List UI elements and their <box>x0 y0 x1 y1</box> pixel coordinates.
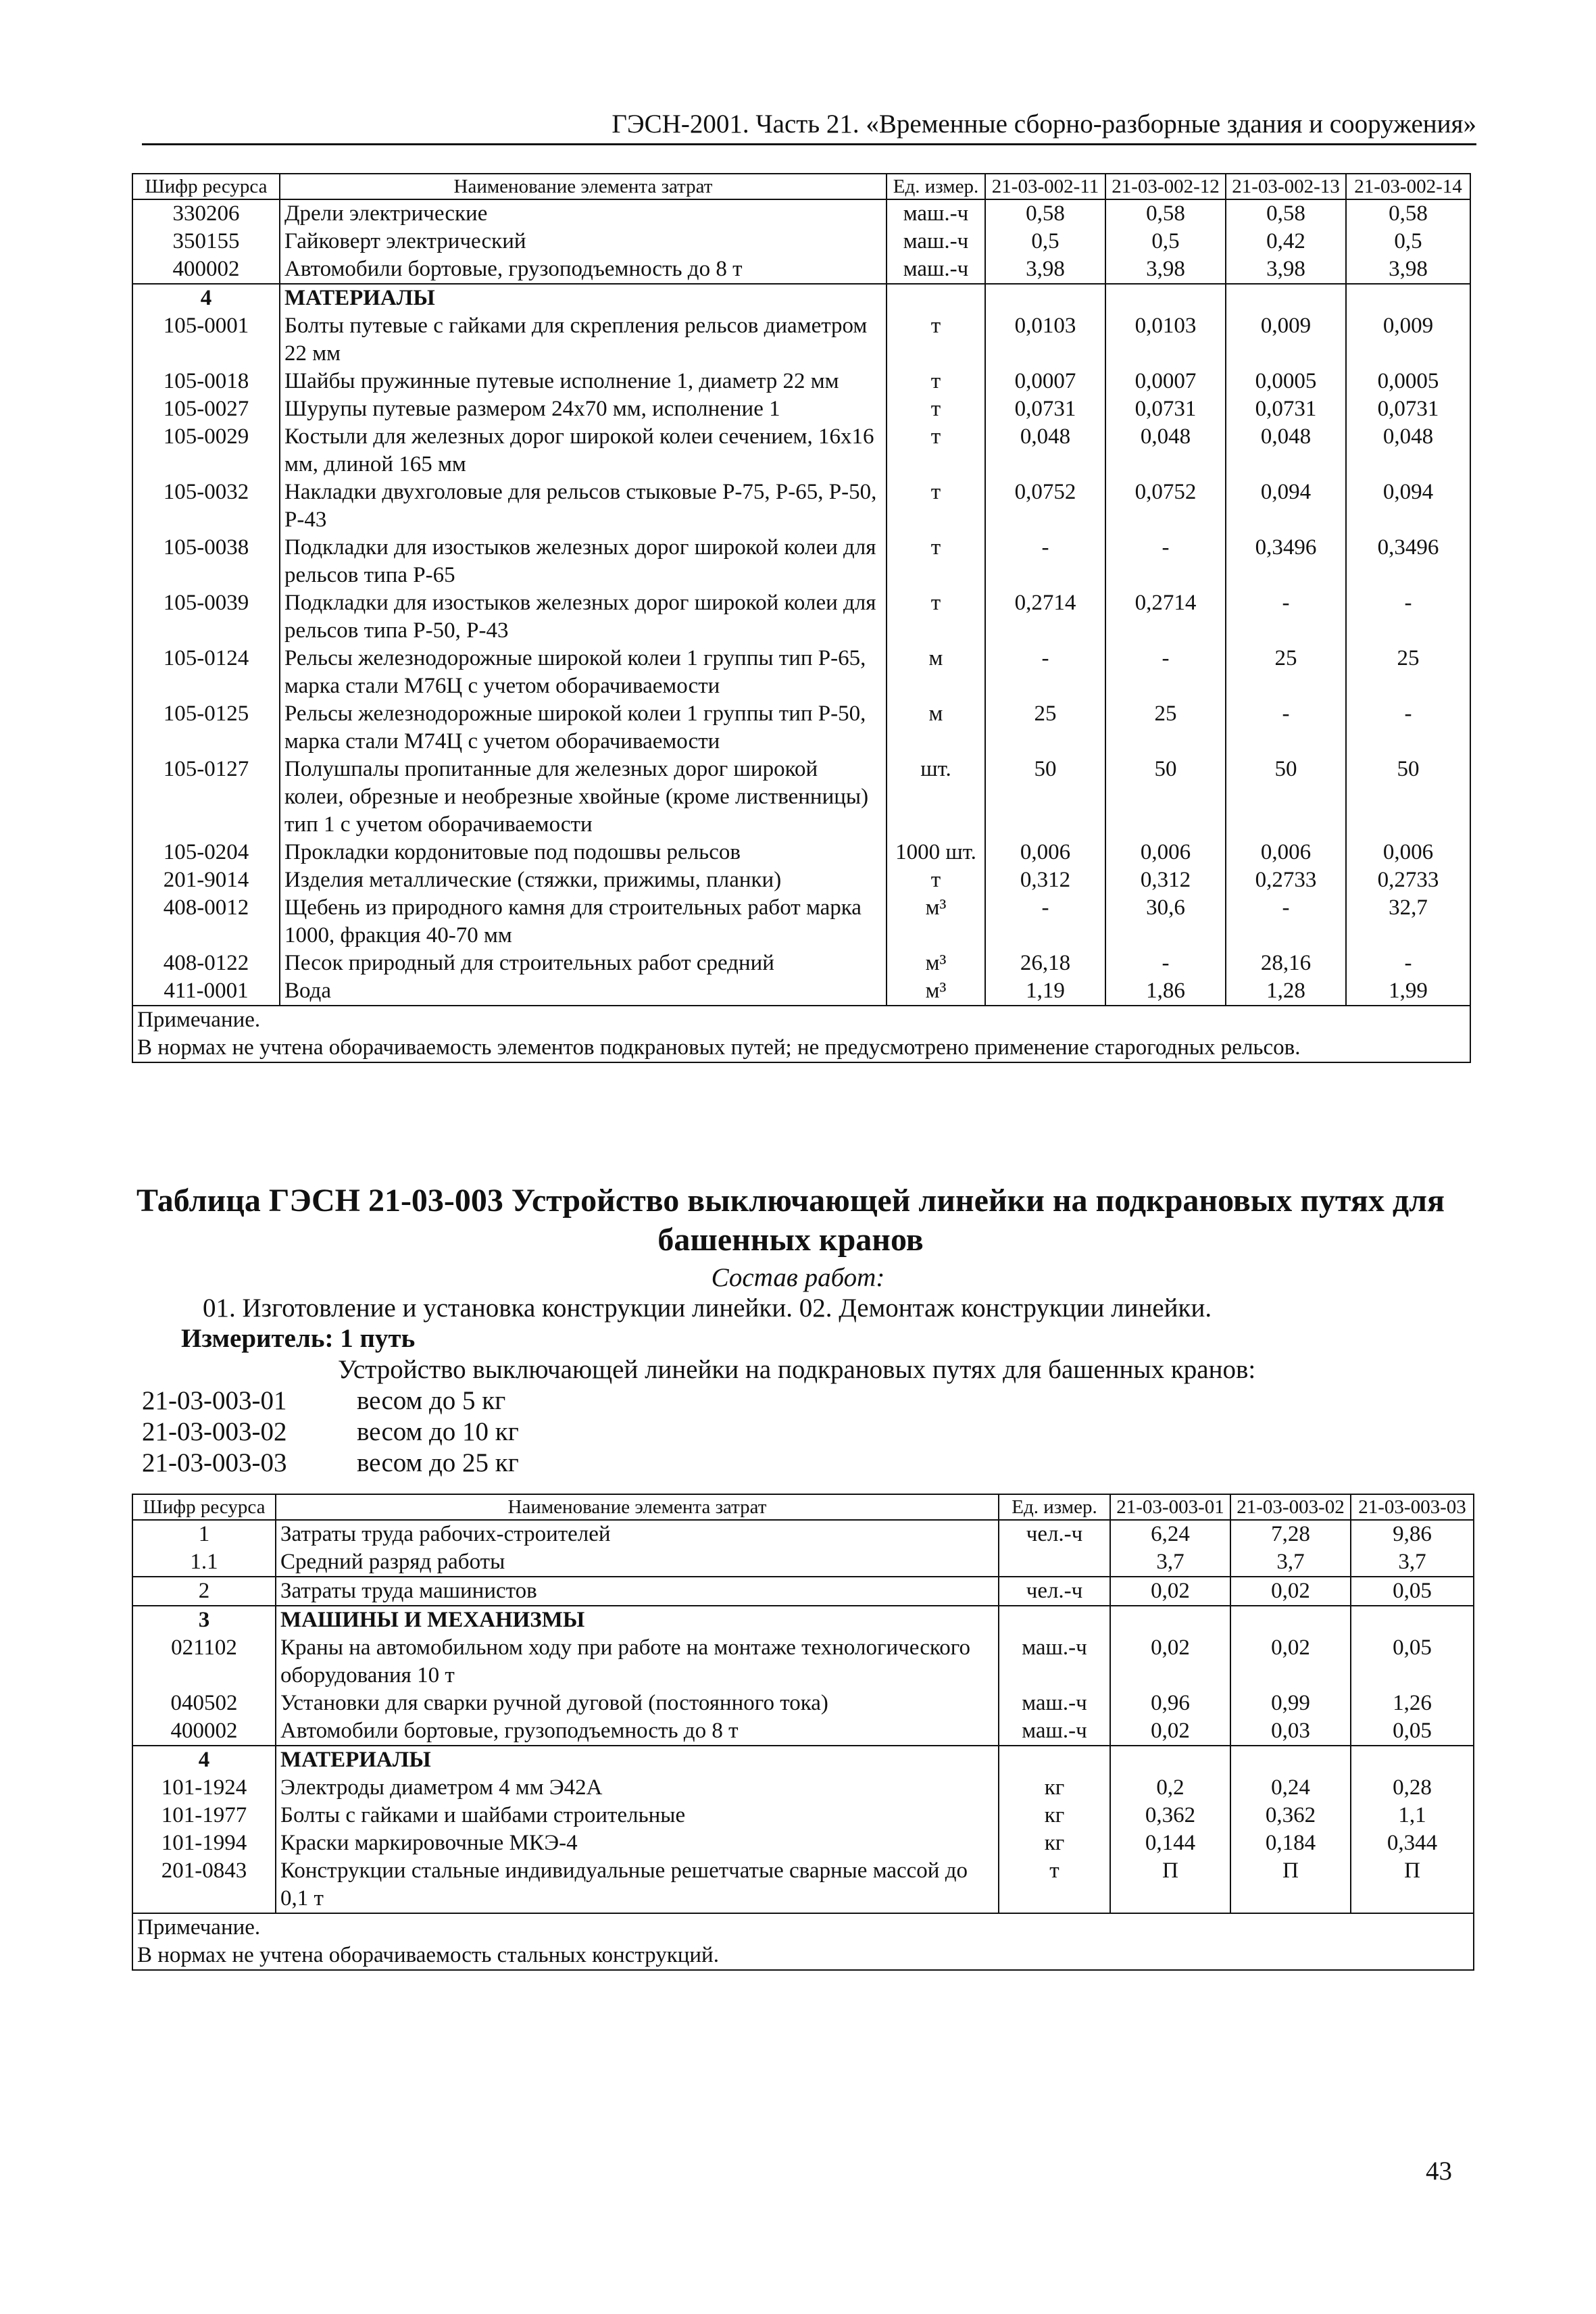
note-text: В нормах не учтена оборачиваемость стальных конструкций. <box>132 1942 1474 1970</box>
row-value-col3: 0,42 <box>1226 228 1346 255</box>
row-value-col1: 0,5 <box>985 228 1105 255</box>
table-row <box>132 1774 1474 1802</box>
row-code: 105-0204 <box>132 839 280 866</box>
row-name: Затраты труда машинистов <box>276 1577 999 1606</box>
row-code: 021102 <box>132 1634 276 1690</box>
composition-label: Состав работ: <box>711 1263 885 1292</box>
table-row <box>132 977 1470 1006</box>
row-value-col4: - <box>1346 950 1470 977</box>
table-row <box>132 1829 1474 1857</box>
row-code: 2 <box>132 1577 276 1606</box>
row-code: 201-0843 <box>132 1857 276 1913</box>
row-value-col1: 0,96 <box>1110 1690 1230 1717</box>
row-name: Шайбы пружинные путевые исполнение 1, диаметр 22 мм <box>280 368 887 395</box>
row-value-col3: 1,26 <box>1351 1690 1474 1717</box>
row-value-col4: - <box>1346 589 1470 645</box>
row-code: 101-1977 <box>132 1802 276 1829</box>
row-unit: м³ <box>887 894 985 950</box>
row-value-col2: 0,362 <box>1230 1802 1351 1829</box>
row-value-col3: П <box>1351 1857 1474 1913</box>
row-value-col3: 25 <box>1226 645 1346 700</box>
row-value-col2: 0,02 <box>1230 1634 1351 1690</box>
table-row <box>132 756 1470 839</box>
row-unit: т <box>887 423 985 478</box>
row-unit: т <box>887 534 985 589</box>
row-value-col4: 32,7 <box>1346 894 1470 950</box>
table-row <box>132 1717 1474 1746</box>
variants-list <box>142 1385 519 1479</box>
table-body <box>132 1520 1474 1913</box>
row-value-col1: 0,2 <box>1110 1774 1230 1802</box>
row-value-col4: 0,5 <box>1346 228 1470 255</box>
table-row <box>132 645 1470 700</box>
row-name: Болты путевые с гайками для скрепления рельсов диаметром 22 мм <box>280 312 887 368</box>
row-name: Прокладки кордонитовые под подошвы рельсов <box>280 839 887 866</box>
table-row <box>132 589 1470 645</box>
row-value-col2 <box>1105 284 1226 312</box>
row-value-col1: 25 <box>985 700 1105 756</box>
row-unit <box>999 1746 1110 1774</box>
header-unit: Ед. измер. <box>887 174 985 199</box>
work-description: Устройство выключающей линейки на подкрановых путях для башенных кранов: <box>338 1355 1256 1384</box>
row-value-col1: 0,0007 <box>985 368 1105 395</box>
row-value-col4: 25 <box>1346 645 1470 700</box>
row-value-col1: 50 <box>985 756 1105 839</box>
row-value-col1: - <box>985 534 1105 589</box>
row-value-col4 <box>1346 284 1470 312</box>
row-value-col1: - <box>985 645 1105 700</box>
row-name: Электроды диаметром 4 мм Э42А <box>276 1774 999 1802</box>
row-value-col3: 0,048 <box>1226 423 1346 478</box>
row-value-col4: 0,048 <box>1346 423 1470 478</box>
row-value-col2: 7,28 <box>1230 1520 1351 1548</box>
row-unit: 1000 шт. <box>887 839 985 866</box>
table-row <box>132 255 1470 284</box>
row-code: 408-0122 <box>132 950 280 977</box>
variant-code: 21-03-003-01 <box>142 1386 287 1415</box>
row-code: 330206 <box>132 199 280 228</box>
row-unit: маш.-ч <box>999 1690 1110 1717</box>
row-value-col2: 0,048 <box>1105 423 1226 478</box>
row-code: 4 <box>132 284 280 312</box>
row-value-col1: 26,18 <box>985 950 1105 977</box>
row-value-col3: - <box>1226 894 1346 950</box>
row-value-col3: 0,05 <box>1351 1634 1474 1690</box>
row-name: Вода <box>280 977 887 1006</box>
table-row <box>132 1746 1474 1774</box>
page-number: 43 <box>1426 2157 1452 2186</box>
row-code: 105-0032 <box>132 478 280 534</box>
row-name: Подкладки для изостыков железных дорог широкой колеи для рельсов типа Р-65 <box>280 534 887 589</box>
row-value-col2: 0,03 <box>1230 1717 1351 1746</box>
row-value-col2: 0,58 <box>1105 199 1226 228</box>
table-row <box>132 866 1470 894</box>
row-value-col1: 0,0752 <box>985 478 1105 534</box>
note-row <box>132 1942 1474 1970</box>
table-row <box>132 839 1470 866</box>
row-value-col3: 0,28 <box>1351 1774 1474 1802</box>
table-row <box>132 1577 1474 1606</box>
row-unit: м³ <box>887 977 985 1006</box>
row-value-col4: 0,58 <box>1346 199 1470 228</box>
row-value-col3 <box>1351 1606 1474 1634</box>
note-label: Примечание. <box>132 1913 1474 1942</box>
resource-table-21-03-002 <box>132 173 1471 1063</box>
row-value-col3: 0,009 <box>1226 312 1346 368</box>
row-value-col1: 3,7 <box>1110 1548 1230 1577</box>
row-name: Изделия металлические (стяжки, прижимы, планки) <box>280 866 887 894</box>
row-value-col4: 0,0005 <box>1346 368 1470 395</box>
row-value-col1: 0,006 <box>985 839 1105 866</box>
row-code: 105-0127 <box>132 756 280 839</box>
table-row <box>132 700 1470 756</box>
row-unit: маш.-ч <box>887 255 985 284</box>
row-unit: кг <box>999 1802 1110 1829</box>
row-value-col2: 25 <box>1105 700 1226 756</box>
table-row <box>132 1520 1474 1548</box>
row-value-col3: 0,05 <box>1351 1717 1474 1746</box>
row-value-col1 <box>985 284 1105 312</box>
row-name: Затраты труда рабочих-строителей <box>276 1520 999 1548</box>
row-value-col3: 0,3496 <box>1226 534 1346 589</box>
row-unit: кг <box>999 1829 1110 1857</box>
row-value-col2: 50 <box>1105 756 1226 839</box>
row-unit <box>999 1548 1110 1577</box>
row-unit: т <box>887 589 985 645</box>
row-unit: т <box>887 866 985 894</box>
running-header: ГЭСН-2001. Часть 21. «Временные сборно-разборные здания и сооружения» <box>142 108 1476 145</box>
row-value-col2: 0,0752 <box>1105 478 1226 534</box>
row-value-col3: 0,0005 <box>1226 368 1346 395</box>
row-name: МАТЕРИАЛЫ <box>276 1746 999 1774</box>
row-value-col1: 3,98 <box>985 255 1105 284</box>
table-row <box>132 395 1470 423</box>
header-code: Шифр ресурса <box>132 174 280 199</box>
header-col1: 21-03-002-11 <box>985 174 1105 199</box>
row-value-col3: 9,86 <box>1351 1520 1474 1548</box>
row-code: 4 <box>132 1746 276 1774</box>
table-header-row <box>132 1494 1474 1520</box>
row-value-col4: - <box>1346 700 1470 756</box>
table-row <box>132 1802 1474 1829</box>
row-value-col3: 0,2733 <box>1226 866 1346 894</box>
row-value-col3: 1,28 <box>1226 977 1346 1006</box>
row-name: Песок природный для строительных работ средний <box>280 950 887 977</box>
table-row <box>132 478 1470 534</box>
table-row <box>132 312 1470 368</box>
row-value-col2: 3,7 <box>1230 1548 1351 1577</box>
row-value-col2: - <box>1105 645 1226 700</box>
row-value-col1: 0,02 <box>1110 1717 1230 1746</box>
row-code: 105-0018 <box>132 368 280 395</box>
note-row <box>132 1034 1470 1062</box>
row-code: 105-0125 <box>132 700 280 756</box>
section-title: Таблица ГЭСН 21-03-003 Устройство выключающей линейки на подкрановых путях для башенных кранов <box>136 1183 1445 1258</box>
row-code: 3 <box>132 1606 276 1634</box>
row-code: 201-9014 <box>132 866 280 894</box>
note-row <box>132 1913 1474 1942</box>
row-value-col4: 0,3496 <box>1346 534 1470 589</box>
variant-code: 21-03-003-02 <box>142 1417 287 1446</box>
row-value-col1 <box>1110 1746 1230 1774</box>
row-value-col1: 0,144 <box>1110 1829 1230 1857</box>
row-code: 400002 <box>132 255 280 284</box>
row-value-col1: 0,02 <box>1110 1577 1230 1606</box>
row-value-col1: 0,0103 <box>985 312 1105 368</box>
row-unit: маш.-ч <box>887 199 985 228</box>
row-value-col3: 0,006 <box>1226 839 1346 866</box>
row-code: 040502 <box>132 1690 276 1717</box>
works-list: 01. Изготовление и установка конструкции линейки. 02. Демонтаж конструкции линейки. <box>203 1294 1212 1323</box>
table-row <box>132 423 1470 478</box>
row-code: 105-0039 <box>132 589 280 645</box>
row-value-col3: 50 <box>1226 756 1346 839</box>
header-col3: 21-03-003-03 <box>1351 1494 1474 1520</box>
row-unit: чел.-ч <box>999 1520 1110 1548</box>
table-header-row <box>132 174 1470 199</box>
row-code: 105-0124 <box>132 645 280 700</box>
header-name: Наименование элемента затрат <box>276 1494 999 1520</box>
header-code: Шифр ресурса <box>132 1494 276 1520</box>
row-name: Краски маркировочные МКЭ-4 <box>276 1829 999 1857</box>
resource-table-21-03-003 <box>132 1494 1474 1971</box>
row-unit: шт. <box>887 756 985 839</box>
meter-label: Измеритель: 1 путь <box>181 1324 416 1353</box>
row-value-col2: П <box>1230 1857 1351 1913</box>
row-code: 105-0001 <box>132 312 280 368</box>
variant-text: весом до 25 кг <box>357 1448 519 1477</box>
row-name: Гайковерт электрический <box>280 228 887 255</box>
row-name: Полушпалы пропитанные для железных дорог широкой колеи, обрезные и необрезные хвойные (кроме лиственницы) тип 1 с учетом оборачиваемости <box>280 756 887 839</box>
row-value-col2: 0,0007 <box>1105 368 1226 395</box>
row-value-col2: 0,5 <box>1105 228 1226 255</box>
row-value-col1: 1,19 <box>985 977 1105 1006</box>
header-col2: 21-03-003-02 <box>1230 1494 1351 1520</box>
row-value-col2: 0,0103 <box>1105 312 1226 368</box>
header-unit: Ед. измер. <box>999 1494 1110 1520</box>
row-name: Накладки двухголовые для рельсов стыковые Р-75, Р-65, Р-50, Р-43 <box>280 478 887 534</box>
row-value-col3: 28,16 <box>1226 950 1346 977</box>
row-name: Шурупы путевые размером 24х70 мм, исполнение 1 <box>280 395 887 423</box>
row-value-col2: 0,006 <box>1105 839 1226 866</box>
row-name: МАШИНЫ И МЕХАНИЗМЫ <box>276 1606 999 1634</box>
row-name: Автомобили бортовые, грузоподъемность до 8 т <box>280 255 887 284</box>
row-value-col1: 0,2714 <box>985 589 1105 645</box>
row-value-col1: 0,0731 <box>985 395 1105 423</box>
row-value-col1: 0,362 <box>1110 1802 1230 1829</box>
row-value-col4: 50 <box>1346 756 1470 839</box>
row-value-col2: - <box>1105 950 1226 977</box>
row-value-col1: - <box>985 894 1105 950</box>
variant-item <box>142 1448 519 1479</box>
row-name: Костыли для железных дорог широкой колеи сечением, 16х16 мм, длиной 165 мм <box>280 423 887 478</box>
row-value-col2: - <box>1105 534 1226 589</box>
row-name: Установки для сварки ручной дуговой (постоянного тока) <box>276 1690 999 1717</box>
row-name: Болты с гайками и шайбами строительные <box>276 1802 999 1829</box>
row-value-col3: 3,7 <box>1351 1548 1474 1577</box>
row-unit: м³ <box>887 950 985 977</box>
note-label: Примечание. <box>132 1006 1470 1034</box>
row-value-col3: 0,094 <box>1226 478 1346 534</box>
row-value-col1: 0,312 <box>985 866 1105 894</box>
table-row <box>132 199 1470 228</box>
row-value-col2: 0,02 <box>1230 1577 1351 1606</box>
row-value-col2: 0,312 <box>1105 866 1226 894</box>
row-code: 105-0029 <box>132 423 280 478</box>
table-row <box>132 284 1470 312</box>
row-value-col2 <box>1230 1746 1351 1774</box>
row-name: Автомобили бортовые, грузоподъемность до 8 т <box>276 1717 999 1746</box>
table-row <box>132 1634 1474 1690</box>
row-unit: м <box>887 700 985 756</box>
row-name: Щебень из природного камня для строительных работ марка 1000, фракция 40-70 мм <box>280 894 887 950</box>
header-col4: 21-03-002-14 <box>1346 174 1470 199</box>
row-unit <box>887 284 985 312</box>
row-name: Подкладки для изостыков железных дорог широкой колеи для рельсов типа Р-50, Р-43 <box>280 589 887 645</box>
row-code: 105-0027 <box>132 395 280 423</box>
variant-code: 21-03-003-03 <box>142 1448 287 1477</box>
row-value-col1: П <box>1110 1857 1230 1913</box>
row-value-col1: 0,048 <box>985 423 1105 478</box>
row-value-col3: 1,1 <box>1351 1802 1474 1829</box>
row-code: 101-1994 <box>132 1829 276 1857</box>
variant-text: весом до 10 кг <box>357 1417 519 1446</box>
table-row <box>132 1606 1474 1634</box>
row-value-col4: 3,98 <box>1346 255 1470 284</box>
row-value-col1 <box>1110 1606 1230 1634</box>
row-value-col2 <box>1230 1606 1351 1634</box>
row-unit: маш.-ч <box>999 1634 1110 1690</box>
table-row <box>132 1548 1474 1577</box>
row-name: Рельсы железнодорожные широкой колеи 1 группы тип Р-65, марка стали М76Ц с учетом оборачиваемости <box>280 645 887 700</box>
row-value-col2: 0,24 <box>1230 1774 1351 1802</box>
row-code: 1.1 <box>132 1548 276 1577</box>
table-row <box>132 368 1470 395</box>
row-code: 101-1924 <box>132 1774 276 1802</box>
note-row <box>132 1006 1470 1034</box>
header-name: Наименование элемента затрат <box>280 174 887 199</box>
row-unit: т <box>887 312 985 368</box>
row-unit: т <box>887 395 985 423</box>
table-row <box>132 228 1470 255</box>
row-code: 400002 <box>132 1717 276 1746</box>
row-value-col2: 0,2714 <box>1105 589 1226 645</box>
table-row <box>132 1690 1474 1717</box>
row-value-col3: 0,05 <box>1351 1577 1474 1606</box>
row-code: 408-0012 <box>132 894 280 950</box>
row-value-col1: 0,02 <box>1110 1634 1230 1690</box>
note-text: В нормах не учтена оборачиваемость элементов подкрановых путей; не предусмотрено применение старогодных рельсов. <box>132 1034 1470 1062</box>
table-row <box>132 950 1470 977</box>
row-value-col4: 0,0731 <box>1346 395 1470 423</box>
row-value-col2: 0,99 <box>1230 1690 1351 1717</box>
row-value-col3: 0,344 <box>1351 1829 1474 1857</box>
row-code: 350155 <box>132 228 280 255</box>
row-value-col1: 6,24 <box>1110 1520 1230 1548</box>
row-code: 105-0038 <box>132 534 280 589</box>
variant-item <box>142 1417 519 1448</box>
row-unit: м <box>887 645 985 700</box>
row-code: 411-0001 <box>132 977 280 1006</box>
row-unit: т <box>887 368 985 395</box>
row-value-col4: 0,094 <box>1346 478 1470 534</box>
variant-item <box>142 1385 519 1417</box>
row-value-col4: 1,99 <box>1346 977 1470 1006</box>
variant-text: весом до 5 кг <box>357 1386 506 1415</box>
row-unit: чел.-ч <box>999 1577 1110 1606</box>
row-name: Средний разряд работы <box>276 1548 999 1577</box>
row-name: Краны на автомобильном ходу при работе на монтаже технологического оборудования 10 т <box>276 1634 999 1690</box>
row-value-col3 <box>1351 1746 1474 1774</box>
row-unit <box>999 1606 1110 1634</box>
table-row <box>132 894 1470 950</box>
row-name: Дрели электрические <box>280 199 887 228</box>
row-value-col2: 0,0731 <box>1105 395 1226 423</box>
table-row <box>132 1857 1474 1913</box>
row-value-col3: 0,0731 <box>1226 395 1346 423</box>
row-code: 1 <box>132 1520 276 1548</box>
row-name: Рельсы железнодорожные широкой колеи 1 группы тип Р-50, марка стали М74Ц с учетом оборачиваемости <box>280 700 887 756</box>
row-value-col3: - <box>1226 589 1346 645</box>
row-name: МАТЕРИАЛЫ <box>280 284 887 312</box>
row-value-col4: 0,006 <box>1346 839 1470 866</box>
row-value-col2: 3,98 <box>1105 255 1226 284</box>
row-unit: маш.-ч <box>999 1717 1110 1746</box>
row-value-col2: 0,184 <box>1230 1829 1351 1857</box>
row-value-col4: 0,009 <box>1346 312 1470 368</box>
row-unit: т <box>999 1857 1110 1913</box>
row-value-col4: 0,2733 <box>1346 866 1470 894</box>
row-name: Конструкции стальные индивидуальные решетчатые сварные массой до 0,1 т <box>276 1857 999 1913</box>
header-col2: 21-03-002-12 <box>1105 174 1226 199</box>
row-unit: кг <box>999 1774 1110 1802</box>
row-value-col3: - <box>1226 700 1346 756</box>
row-value-col3: 0,58 <box>1226 199 1346 228</box>
row-value-col2: 30,6 <box>1105 894 1226 950</box>
row-value-col1: 0,58 <box>985 199 1105 228</box>
table-row <box>132 534 1470 589</box>
header-col3: 21-03-002-13 <box>1226 174 1346 199</box>
row-value-col2: 1,86 <box>1105 977 1226 1006</box>
row-value-col3: 3,98 <box>1226 255 1346 284</box>
row-value-col3 <box>1226 284 1346 312</box>
header-col1: 21-03-003-01 <box>1110 1494 1230 1520</box>
row-unit: маш.-ч <box>887 228 985 255</box>
row-unit: т <box>887 478 985 534</box>
table-body <box>132 199 1470 1006</box>
